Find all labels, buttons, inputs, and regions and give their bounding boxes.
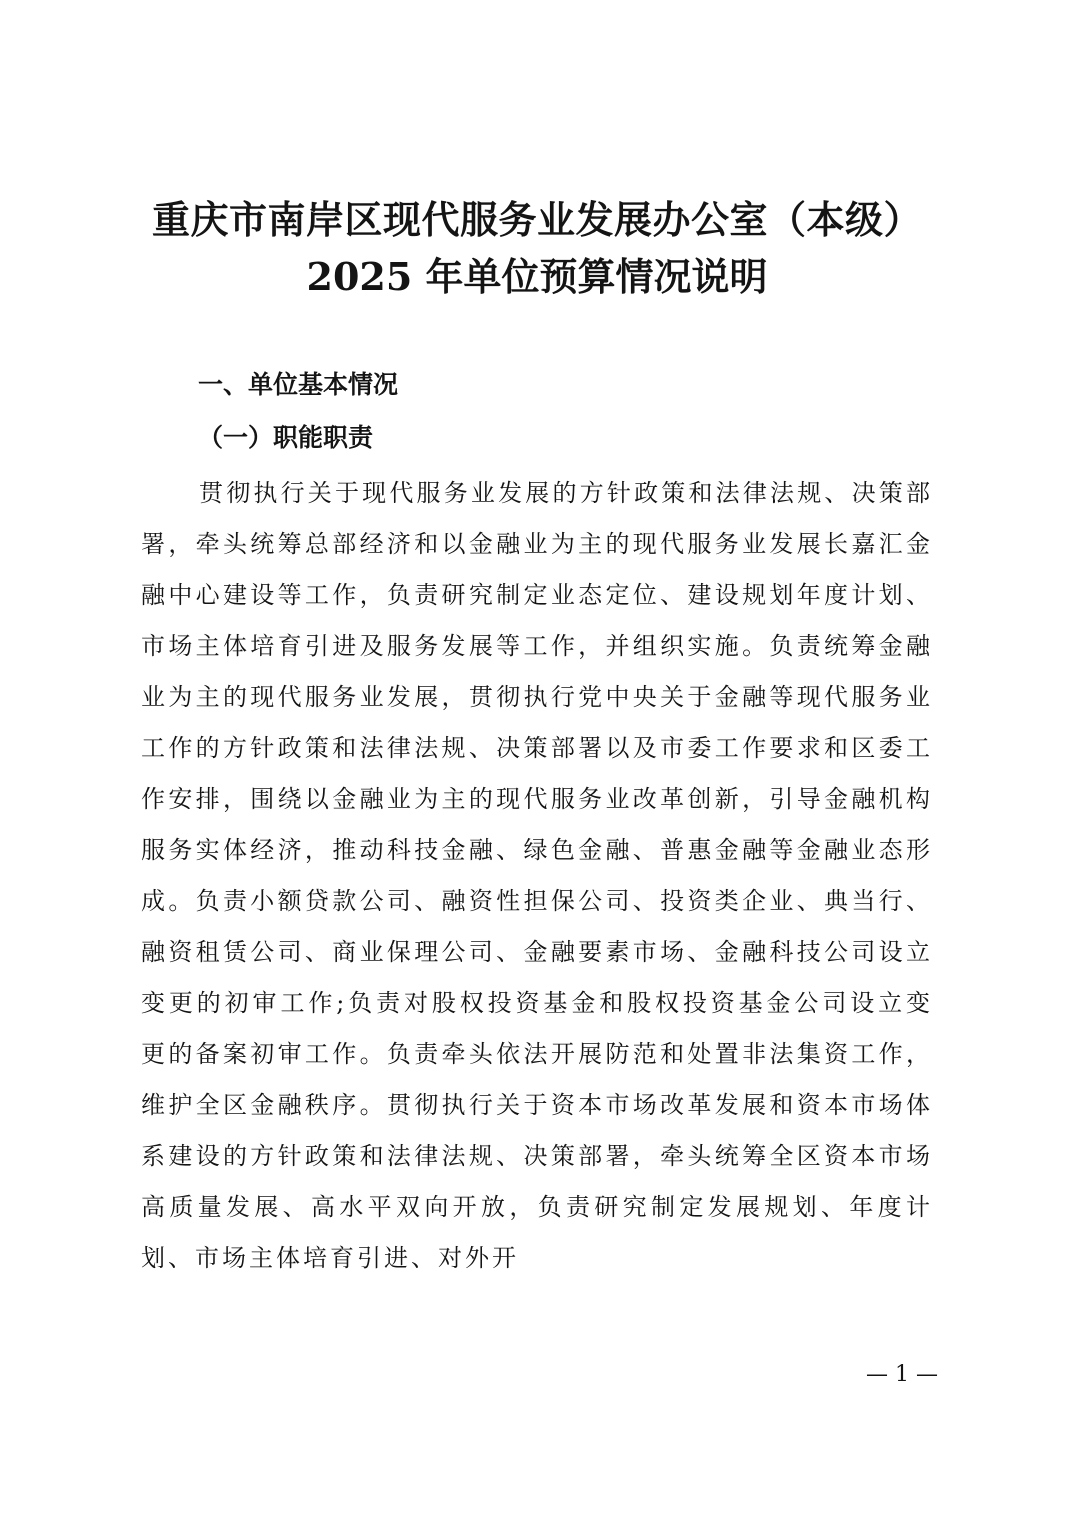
section-heading: 一、单位基本情况 (198, 370, 399, 399)
subsection-heading: （一）职能职责 (198, 423, 374, 452)
page-number: — 1 — (866, 1362, 938, 1387)
document-title-line-1: 重庆市南岸区现代服务业发展办公室（本级） (151, 197, 922, 242)
body-paragraph: 贯彻执行关于现代服务业发展的方针政策和法律法规、决策部署，牵头统筹总部经济和以金融业为主的现代服务业发展长嘉汇金融中心建设等工作，负责研究制定业态定位、建设规划年度计划、市场主体培育引进及服务发展等工作，并组织实施。负责统筹金融业为主的现代服务业发展，贯彻执行党中央关于金融等现代服务业工作的方针政策和法律法规、决策部署以及市委工作要求和区委工作安排，围绕以金融业为主的现代服务业改革创新，引导金融机构服务实体经济，推动科技金融、绿色金融、普惠金融等金融业态形成。负责小额贷款公司、融资性担保公司、投资类企业、典当行、融资租赁公司、商业保理公司、金融要素市场、金融科技公司设立变更的初审工作;负责对股权投资基金和股权投资基金公司设立变更的备案初审工作。负责牵头依法开展防范和处置非法集资工作，维护全区金融秩序。贯彻执行关于资本市场改革发展和资本市场体系建设的方针政策和法律法规、决策部署，牵头统筹全区资本市场高质量发展、高水平双向开放，负责研究制定发展规划、年度计划、市场主体培育引进、对外开 (141, 479, 933, 1272)
document-title-line-2: 2025 年单位预算情况说明 (306, 254, 768, 299)
